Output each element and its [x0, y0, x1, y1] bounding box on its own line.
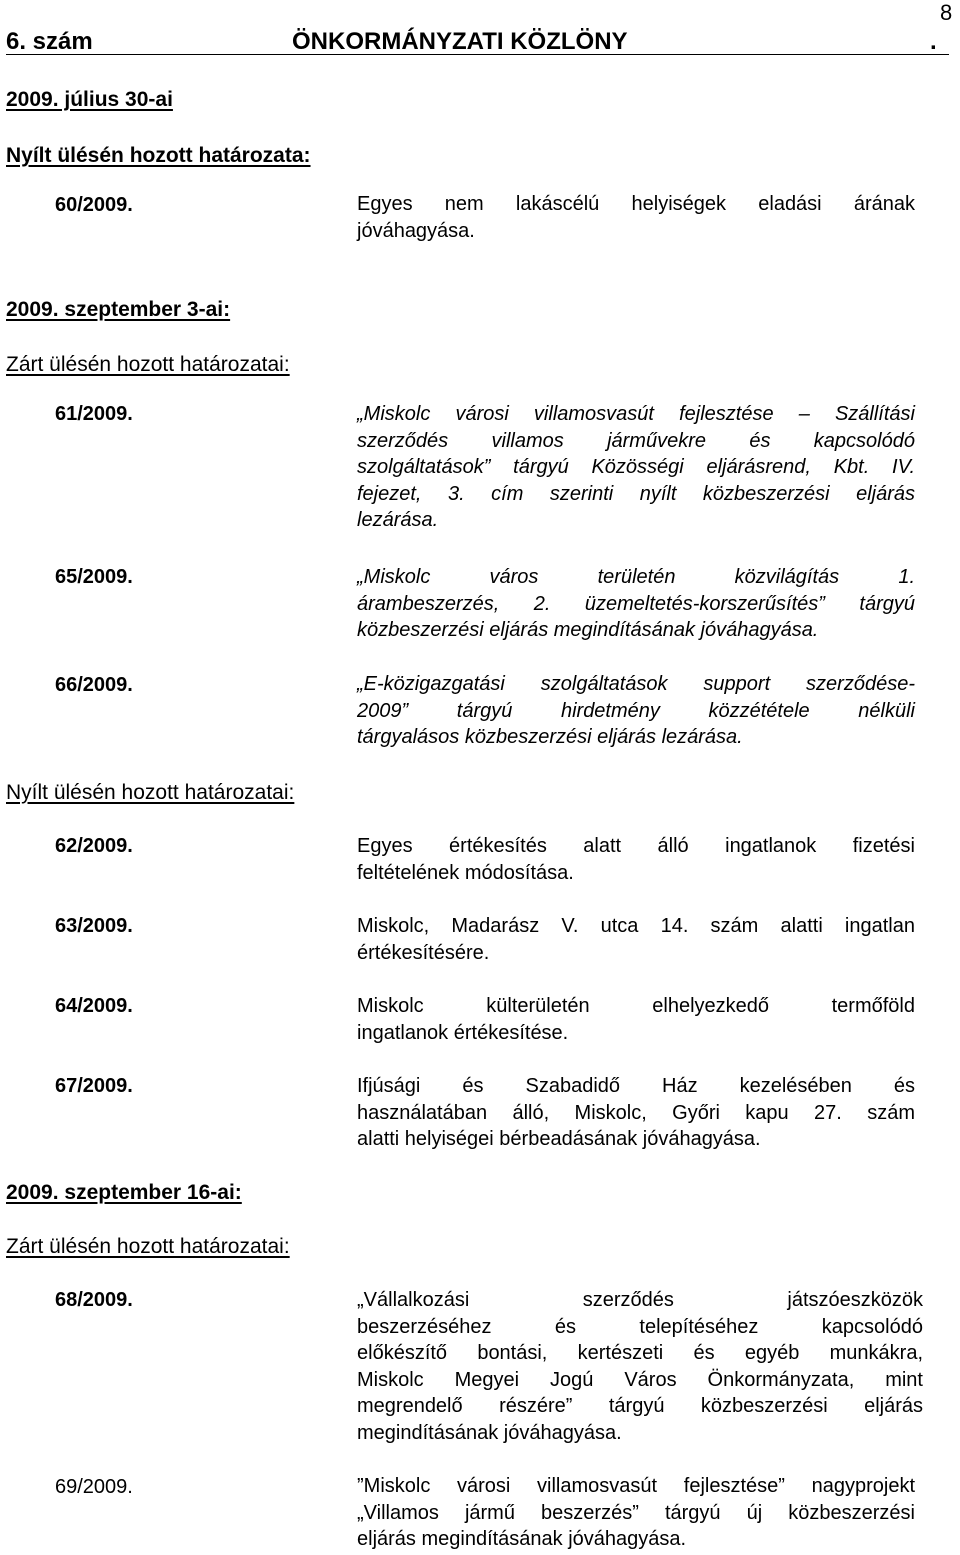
resolution-number: 62/2009.	[55, 835, 133, 857]
resolution-text: ”Miskolc városi villamosvasút fejlesztése” nagyprojekt „Villamos jármű beszerzés” tárgyú új közbeszerzési eljárás megindításának jóváhagyása.	[357, 1475, 915, 1550]
page-number: 8	[940, 0, 953, 25]
resolution-text: „Miskolc város területén közvilágítás 1. árambeszerzés, 2. üzemeltetés-korszerűsítés” tárgyú közbeszerzési eljárás megindításának jóváhagyása.	[357, 566, 915, 641]
resolution-number: 69/2009.	[55, 1476, 133, 1498]
resolution-number: 64/2009.	[55, 995, 133, 1017]
resolution-number: 68/2009.	[55, 1289, 133, 1311]
resolution-text: Egyes értékesítés alatt álló ingatlanok fizetési feltételének módosítása.	[357, 835, 915, 884]
session-heading: Nyílt ülésén hozott határozatai:	[6, 781, 295, 804]
resolution-number: 66/2009.	[55, 674, 133, 696]
header-dot: .	[930, 28, 937, 55]
resolution-text: „Miskolc városi villamosvasút fejlesztése – Szállítási szerződés villamos járművekre és kapcsolódó szolgáltatások” tárgyú Közösségi eljárásrend, Kbt. IV. fejezet, 3. cím szerinti nyílt közbeszerzési eljárás lezárása.	[357, 403, 915, 531]
resolution-number: 63/2009.	[55, 915, 133, 937]
resolution-number: 65/2009.	[55, 566, 133, 588]
resolution-text: Miskolc külterületén elhelyezkedő termőföld ingatlanok értékesítése.	[357, 995, 915, 1044]
resolution-text: Egyes nem lakáscélú helyiségek eladási árának jóváhagyása.	[357, 193, 915, 242]
section-date: 2009. szeptember 16-ai:	[6, 1181, 242, 1204]
session-heading: Nyílt ülésén hozott határozata:	[6, 144, 311, 167]
section-date: 2009. szeptember 3-ai:	[6, 298, 231, 321]
resolution-text: Miskolc, Madarász V. utca 14. szám alatti ingatlan értékesítésére.	[357, 915, 915, 964]
resolution-text: „E-közigazgatási szolgáltatások support szerződése- 2009” tárgyú hirdetmény közzététele nélküli tárgyalásos közbeszerzési eljárás lezárása.	[357, 673, 915, 748]
resolution-number: 60/2009.	[55, 194, 133, 216]
resolution-number: 61/2009.	[55, 403, 133, 425]
resolution-number: 67/2009.	[55, 1075, 133, 1097]
section-date: 2009. július 30-ai	[6, 88, 173, 111]
gazette-title: ÖNKORMÁNYZATI KÖZLÖNY	[292, 28, 628, 55]
issue-number: 6. szám	[6, 28, 93, 55]
session-heading: Zárt ülésén hozott határozatai:	[6, 353, 290, 376]
session-heading: Zárt ülésén hozott határozatai:	[6, 1235, 290, 1258]
header-rule	[6, 54, 949, 55]
resolution-text: Ifjúsági és Szabadidő Ház kezelésében és használatában álló, Miskolc, Győri kapu 27. szám alatti helyiségei bérbeadásának jóváhagyása.	[357, 1075, 915, 1150]
resolution-text: „Vállalkozási szerződés játszóeszközök beszerzéséhez és telepítéséhez kapcsolódó előkészítő bontási, kertészeti és egyéb munkákra, Miskolc Megyei Jogú Város Önkormányzata, mint megrendelő részére” tárgyú közbeszerzési eljárás megindításának jóváhagyása.	[357, 1289, 923, 1444]
